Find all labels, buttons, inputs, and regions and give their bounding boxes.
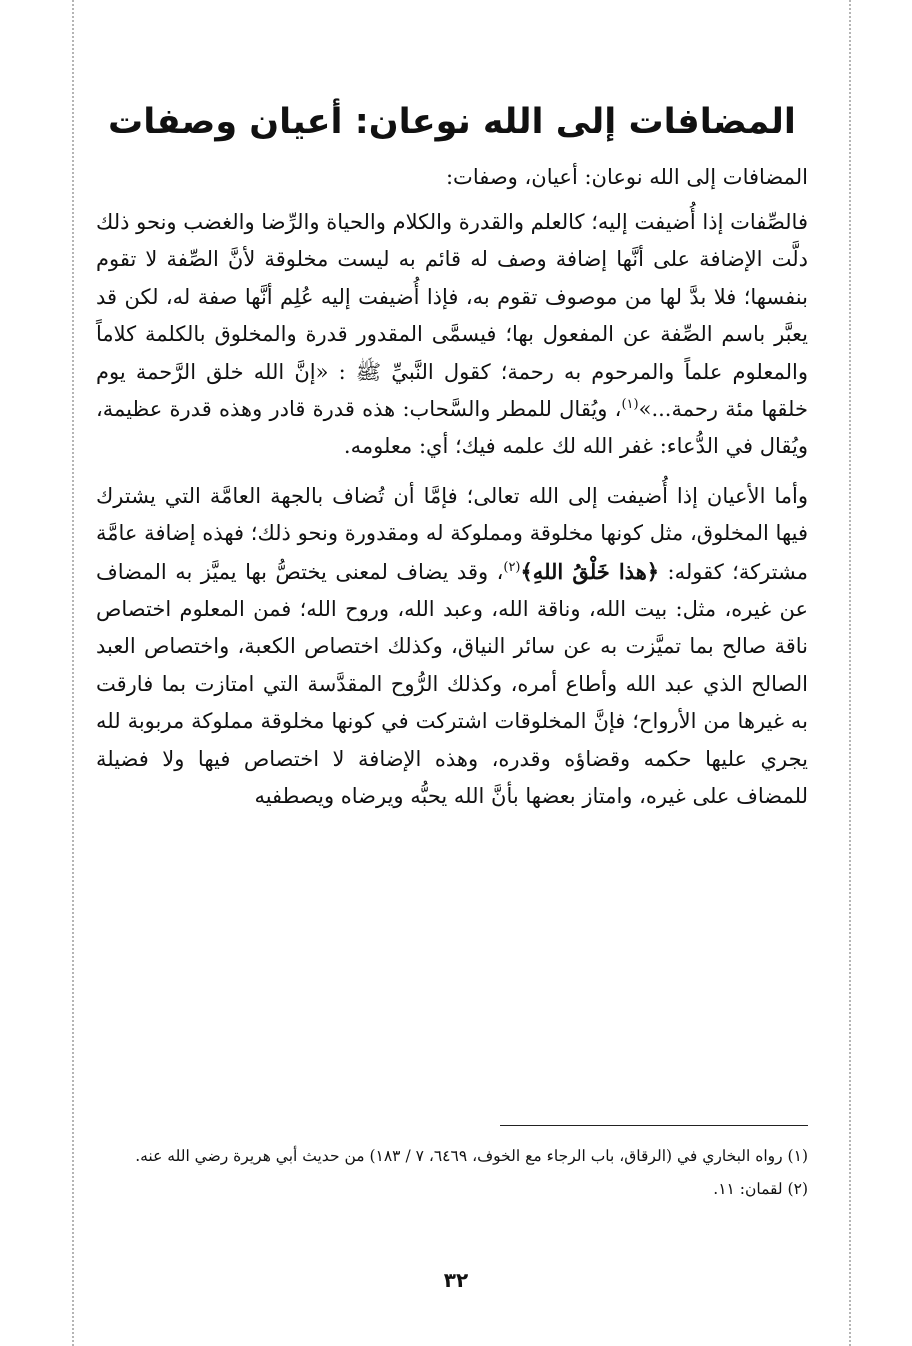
footnote-ref-2: (٢)	[503, 559, 521, 575]
page-number: ٣٢	[443, 1268, 469, 1292]
paragraph-entities-text-after: ، وقد يضاف لمعنى يختصُّ بها يميَّز به المضاف عن غيره، مثل: بيت الله، وناقة الله، وعبد الله، وروح الله؛ فمن المعلوم اختصاص ناقة صالح بما تميَّزت به عن سائر النياق، وكذلك اختصاص الكعبة، واختصاص العبد الصالح الذي عبد الله وأطاع أمره، وكذلك الرُّوح المقدَّسة التي امتازت بما فارقت به غيرها من الأرواح؛ فإنَّ المخلوقات اشتركت في كونها مخلوقة مملوكة مربوبة لله يجري عليها حكمه وقضاؤه وقدره، وهذه الإضافة لا اختصاص فيها ولا فضيلة للمضاف على غيره، وامتاز بعضها بأنَّ الله يحبُّه ويرضاه ويصطفيه	[96, 559, 808, 809]
quran-quote: ﴿هذا خَلْقُ اللهِ﴾	[520, 558, 660, 584]
section-title: المضافات إلى الله نوعان: أعيان وصفات	[108, 102, 796, 142]
footnote-ref-1: (١)	[621, 397, 639, 413]
margin-guide-left	[72, 0, 74, 1346]
intro-line: المضافات إلى الله نوعان: أعيان، وصفات:	[445, 165, 808, 189]
paragraph-attributes	[96, 204, 808, 466]
paragraph-attributes-text: فالصِّفات إذا أُضيفت إليه؛ كالعلم والقدرة والكلام والحياة والرِّضا والغضب ونحو ذلك دلَّت الإضافة على أنَّها إضافة وصف له قائم به ليست مخلوقة لأنَّ الصِّفة لا تقوم بنفسها؛ فلا بدَّ لها من موصوف تقوم به، فإذا أُضيفت إليه عُلِم أنَّها صفة له، لكن قد يعبَّر باسم الصِّفة عن المفعول بها؛ فيسمَّى المقدور قدرة والمخلوق بالكلمة كلاماً والمعلوم علماً والمرحوم به رحمة؛ كقول النَّبيِّ ﷺ : «إنَّ الله خلق الرَّحمة يوم خلقها مئة رحمة...»	[96, 210, 808, 422]
footnote-2: (٢) لقمان: ١١.	[713, 1180, 808, 1198]
footnote-separator	[500, 1125, 808, 1126]
footnote-1: (١) رواه البخاري في (الرقاق، باب الرجاء مع الخوف، ٦٤٦٩، ٧ / ١٨٣) من حديث أبي هريرة رضي الله عنه.	[135, 1147, 808, 1165]
paragraph-entities	[96, 478, 808, 816]
margin-guide-right	[849, 0, 851, 1346]
paragraph-attributes-text-after: ، ويُقال للمطر والسَّحاب: هذه قدرة قادر وهذه قدرة عظيمة، ويُقال في الدُّعاء: غفر الله لك علمه فيك؛ أي: معلومه.	[96, 397, 808, 459]
footnotes	[96, 1140, 808, 1206]
main-text	[96, 84, 808, 816]
paragraph-entities-text: وأما الأعيان إذا أُضيفت إلى الله تعالى؛ فإمَّا أن تُضاف بالجهة العامَّة التي يشترك فيها المخلوق، مثل كونها مخلوقة ومملوكة له ومقدورة ونحو ذلك؛ فهذه إضافة عامَّة مشتركة؛ كقوله:	[96, 483, 808, 584]
